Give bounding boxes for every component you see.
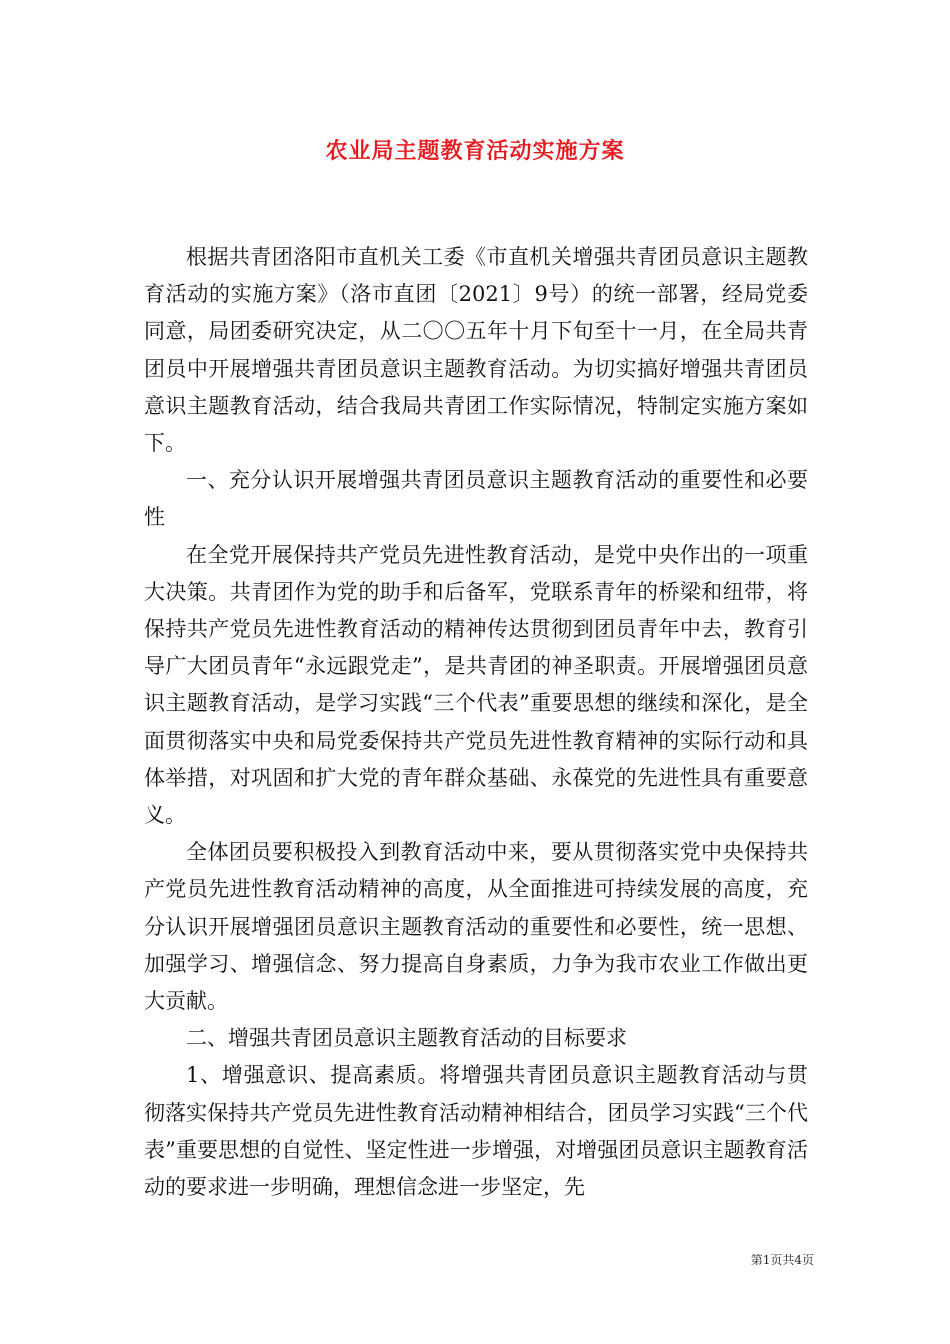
- section-heading-1: 一、充分认识开展增强共青团员意识主题教育活动的重要性和必要性: [144, 468, 808, 530]
- paragraph-importance: 在全党开展保持共产党员先进性教育活动，是党中央作出的一项重大决策。共青团作为党的助手和后备军，党联系青年的桥梁和纽带，将保持共产党员先进性教育活动的精神传达贯彻到团员青年中去，教育引导广大团员青年“永远跟党走”，是共青团的神圣职责。开展增强团员意识主题教育活动，是学习实践“三个代表”重要思想的继续和深化，是全面贯彻落实中央和局党委保持共产党员先进性教育精神的实际行动和具体举措，对巩固和扩大党的青年群众基础、永葆党的先进性具有重要意义。: [144, 542, 808, 828]
- document-title: 农业局主题教育活动实施方案: [325, 138, 625, 164]
- page-number: 第1页共4页: [750, 1253, 814, 1267]
- paragraph-intro: 根据共青团洛阳市直机关工委《市直机关增强共青团员意识主题教育活动的实施方案》（洛市直团〔2021〕9号）的统一部署，经局党委同意，局团委研究决定，从二〇〇五年十月下旬至十一月，在全局共青团员中开展增强共青团员意识主题教育活动。为切实搞好增强共青团员意识主题教育活动，结合我局共青团工作实际情况，特制定实施方案如下。: [144, 245, 808, 456]
- document-body: [144, 239, 808, 1206]
- paragraph-participation: 全体团员要积极投入到教育活动中来，要从贯彻落实党中央保持共产党员先进性教育活动精神的高度，从全面推进可持续发展的高度，充分认识开展增强团员意识主题教育活动的重要性和必要性，统一思想、加强学习、增强信念、努力提高自身素质，力争为我市农业工作做出更大贡献。: [144, 840, 808, 1014]
- paragraph-goal-1: 1、增强意识、提高素质。将增强共青团员意识主题教育活动与贯彻落实保持共产党员先进性教育活动精神相结合，团员学习实践“三个代表”重要思想的自觉性、坚定性进一步增强，对增强团员意识主题教育活动的要求进一步明确，理想信念进一步坚定，先: [144, 1063, 808, 1200]
- section-heading-2: 二、增强共青团员意识主题教育活动的目标要求: [186, 1026, 627, 1051]
